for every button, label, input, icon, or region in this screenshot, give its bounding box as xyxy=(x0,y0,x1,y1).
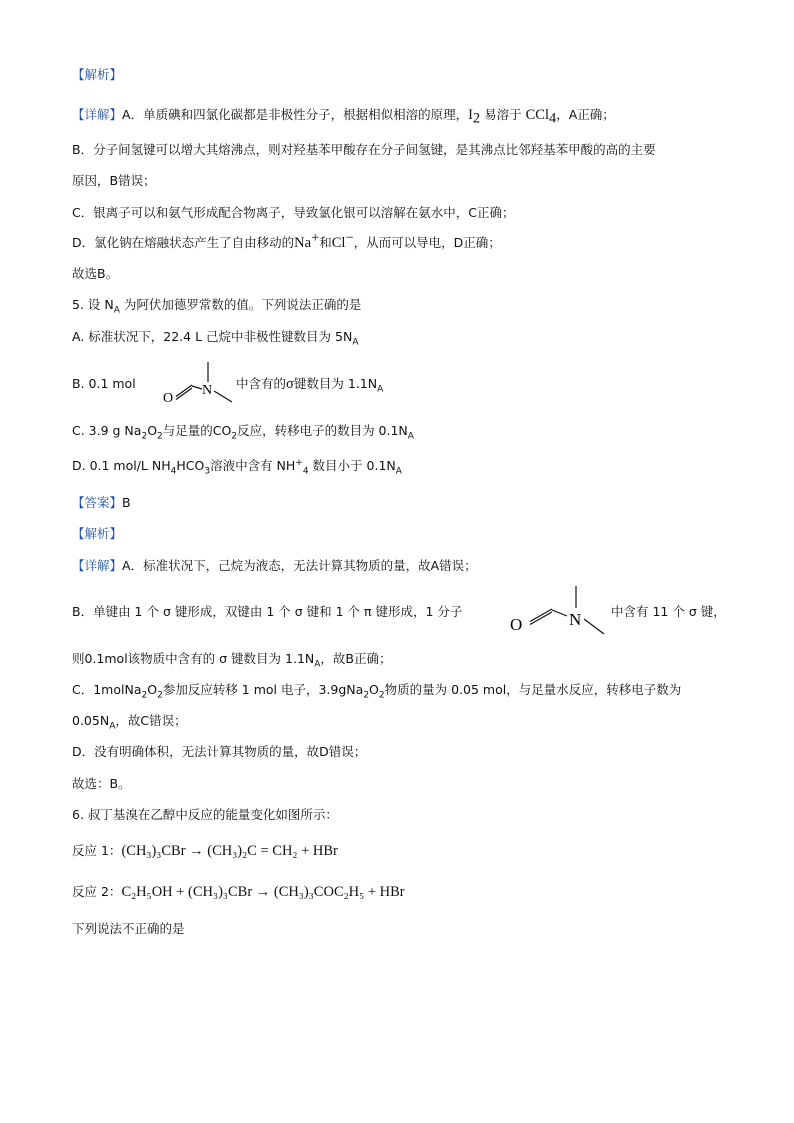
q5-explanation-c-line1: C．$1molNa_2O_2$参加反应转移 1 mol 电子，$3.9gNa_2O_2$物质的量为 0.05 mol，与足量水反应，转移电子数为 xyxy=(72,682,682,701)
q6-prompt: 下列说法不正确的是 xyxy=(72,921,185,936)
atom-nitrogen: N xyxy=(202,383,213,398)
q5-explanation-d: D．没有明确体积，无法计算其物质的量，故D错误； xyxy=(72,744,367,759)
q5-option-a: A. 标准状况下，22.4 L 己烷中非极性键数目为 $5N_A$ xyxy=(72,329,359,348)
section-label-analysis: 【解析】 xyxy=(72,67,123,82)
reaction-1-label: 反应 1： xyxy=(72,843,122,858)
q5-option-b: B. 0.1 mol xyxy=(72,376,136,391)
reaction-1-equation: (CH₃)₃CBr → (CH₃)₂C = CH₂ + HBr xyxy=(121,843,338,859)
q5-option-c: C. 3.9 g $Na_2O_2$与足量的$CO_2$反应，转移电子的数目为 $0.1N_A$ xyxy=(72,423,414,442)
q5-explanation-b-line1-rest: 中含有 11 个 σ 键， xyxy=(611,604,726,619)
q5-conclusion: 故选：B。 xyxy=(72,776,131,791)
q4-conclusion: 故选B。 xyxy=(72,266,119,281)
q5-explanation-b-line1: B．单键由 1 个 σ 键形成，双键由 1 个 σ 键和 1 个 π 键形成，1 分子 xyxy=(72,604,463,619)
detail-label: 【详解】 xyxy=(72,107,123,122)
reaction-2 xyxy=(72,883,405,901)
q4-explanation-d: D．氯化钠在熔融状态产生了自由移动的Na+和Cl−，从而可以导电，D正确； xyxy=(72,229,501,251)
molecule-dmf-explanation xyxy=(506,584,610,638)
answer-line xyxy=(72,494,131,512)
q5-explanation-a: 【详解】A．标准状况下，己烷为液态，无法计算其物质的量，故A错误； xyxy=(72,558,477,573)
q4-explanation-b-line2: 原因，B错误； xyxy=(72,173,156,188)
answer-value: B xyxy=(122,495,131,510)
answer-label: 【答案】 xyxy=(72,495,123,510)
detail-label-2: 【详解】 xyxy=(72,558,123,573)
q5-explanation-c-line2: $0.05N_A$，故C错误； xyxy=(72,713,187,732)
q5-option-b-rest: 中含有的σ键数目为 $1.1N_A$ xyxy=(236,376,384,395)
q4-explanation-c: C．银离子可以和氨气形成配合物离子，导致氯化银可以溶解在氨水中，C正确； xyxy=(72,205,515,220)
atom-nitrogen-2: N xyxy=(569,610,582,629)
q6-stem: 6. 叔丁基溴在乙醇中反应的能量变化如图所示： xyxy=(72,807,338,822)
section-label-analysis-2: 【解析】 xyxy=(72,526,123,541)
molecule-dmf-option-b xyxy=(152,358,238,408)
atom-oxygen: O xyxy=(163,391,174,406)
atom-oxygen-2: O xyxy=(510,615,523,634)
q4-explanation-a: 【详解】A．单质碘和四氯化碳都是非极性分子，根据相似相溶的原理，$I_2$ 易溶于 CCl$_4$，A正确； xyxy=(72,107,615,127)
reaction-2-label: 反应 2： xyxy=(72,884,122,899)
q5-explanation-b-line2: 则0.1mol该物质中含有的 σ 键数目为 $1.1N_A$，故B正确； xyxy=(72,651,392,670)
q5-option-d: D. 0.1 mol/L $NH_4HCO_3$溶液中含有 $NH^+_4$ 数目小于 $0.1N_A$ xyxy=(72,457,402,477)
reaction-2-equation: C₂H₅OH + (CH₃)₃CBr → (CH₃)₃COC₂H₅ + HBr xyxy=(121,884,405,900)
q4-explanation-b-line1: B．分子间氢键可以增大其熔沸点，则对羟基苯甲酸存在分子间氢键，是其沸点比邻羟基苯甲酸的高的主要 xyxy=(72,142,656,157)
reaction-1 xyxy=(72,842,338,860)
q5-stem: 5. 设 $N_A$ 为阿伏加德罗常数的值。下列说法正确的是 xyxy=(72,297,362,316)
